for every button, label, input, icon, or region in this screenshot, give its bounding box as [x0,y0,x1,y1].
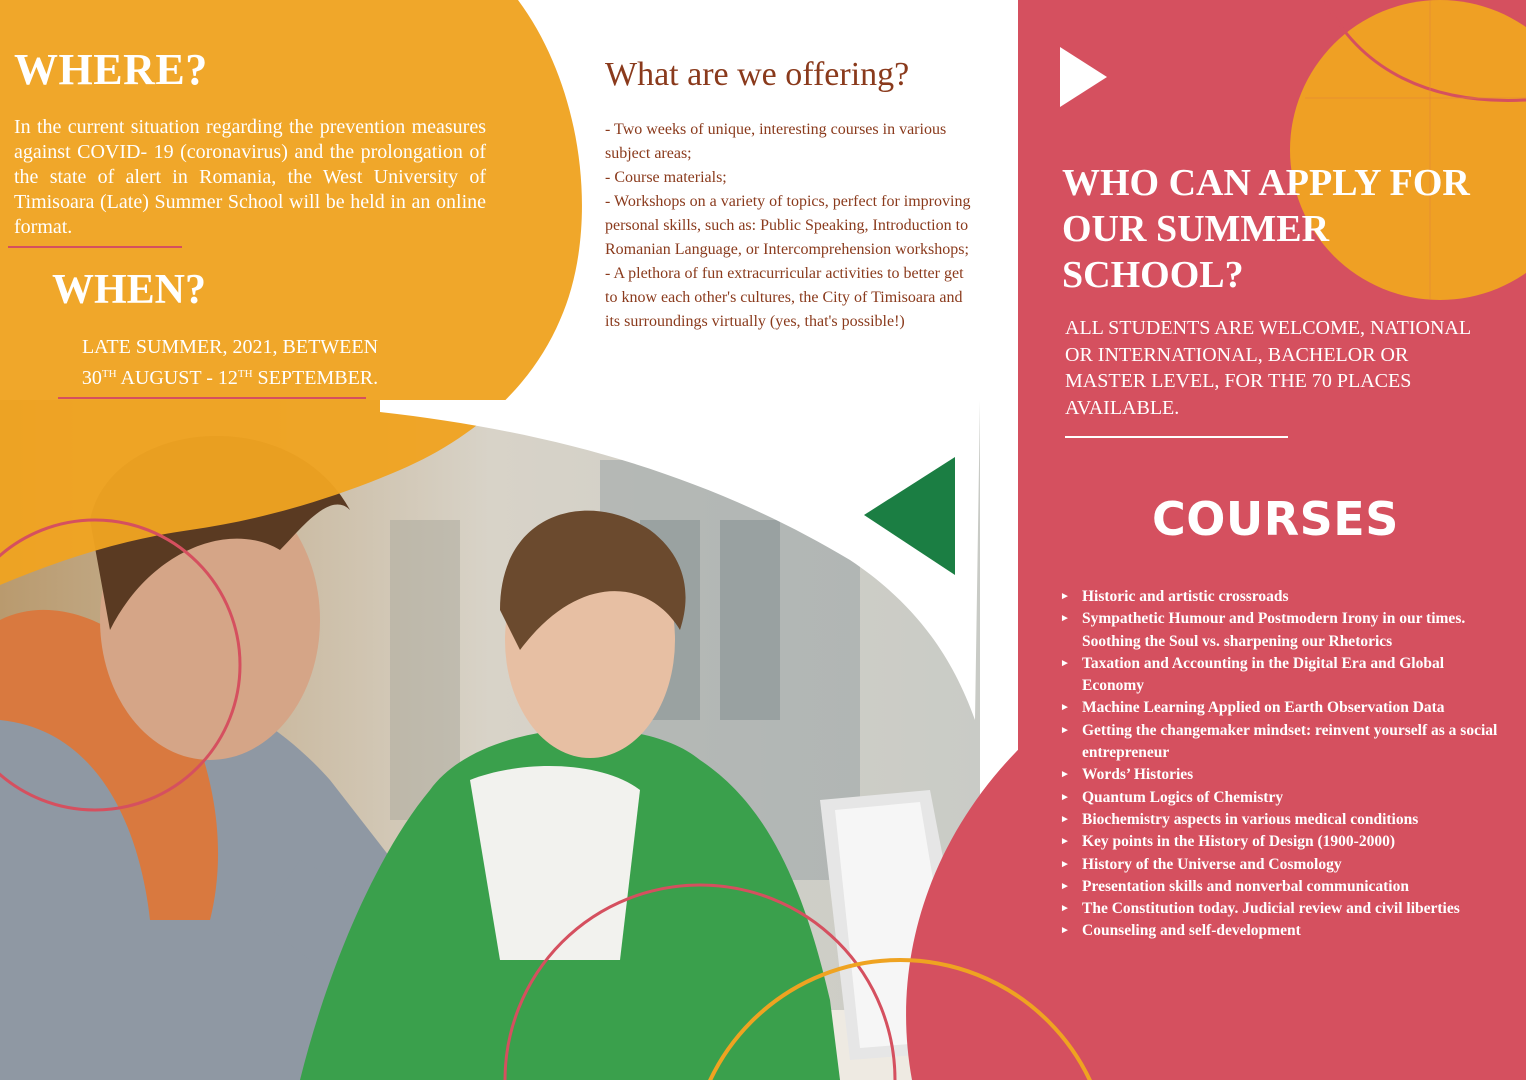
course-title: History of the Universe and Cosmology [1082,855,1342,873]
bullet-arrow-icon: ► [1060,858,1070,870]
bullet-arrow-icon: ► [1060,657,1070,669]
course-list-item [1058,831,1508,853]
offering-list [605,118,975,334]
course-title: Presentation skills and nonverbal communication [1082,877,1409,895]
bullet-arrow-icon: ► [1060,925,1070,937]
course-list-item [1058,854,1508,876]
course-list-item [1058,876,1508,898]
course-list-item [1058,787,1508,809]
course-title: Key points in the History of Design (1900-2000) [1082,833,1396,851]
when-heading: WHEN? [52,267,207,313]
course-list-item [1058,608,1508,653]
bullet-arrow-icon: ► [1060,613,1070,625]
course-title: Quantum Logics of Chemistry [1082,788,1284,806]
courses-heading: COURSES [1152,492,1399,546]
who-can-apply-body: ALL STUDENTS ARE WELCOME, NATIONAL OR INTERNATIONAL, BACHELOR OR MASTER LEVEL, FOR THE 70 PLACES AVAILABLE. [1065,317,1471,419]
when-line-2 [60,361,400,392]
course-list-item [1058,720,1508,765]
date-start-suffix: TH [101,368,117,380]
course-title: Historic and artistic crossroads [1082,588,1289,605]
offering-item: - Workshops on a variety of topics, perfect for improving personal skills, such as: Public Speaking, Introduction to Romanian Language, or Intercomprehension workshops; [605,193,971,258]
course-title: The Constitution today. Judicial review and civil liberties [1082,900,1460,918]
when-body-text [60,334,400,392]
date-start-month: AUGUST - 12 [120,367,238,389]
course-title: Getting the changemaker mindset: reinvent yourself as a social entrepreneur [1082,721,1498,762]
bullet-arrow-icon: ► [1060,903,1070,915]
offering-heading: What are we offering? [605,56,910,93]
date-end-suffix: TH [237,368,253,380]
bullet-arrow-icon: ► [1060,880,1070,892]
course-list-item [1058,920,1508,942]
course-title: Taxation and Accounting in the Digital Era and Global Economy [1082,654,1445,695]
course-list-item [1058,697,1508,719]
bullet-arrow-icon: ► [1060,791,1070,803]
bullet-arrow-icon: ► [1060,591,1070,602]
bullet-arrow-icon: ► [1060,702,1070,714]
course-list-item [1058,809,1508,831]
bullet-arrow-icon: ► [1060,724,1070,736]
course-title: Words’ Histories [1082,766,1194,784]
where-heading: WHERE? [14,45,208,94]
course-list-item [1058,653,1508,698]
offering-item: - Course materials; [605,169,727,186]
course-list [1058,586,1508,943]
white-curve [380,400,980,720]
course-list-item [1058,898,1508,920]
course-title: Counseling and self-development [1082,922,1301,940]
date-end-month: SEPTEMBER. [257,367,379,389]
course-list-item [1058,586,1508,608]
course-title: Biochemistry aspects in various medical conditions [1082,810,1419,828]
course-list-item [1058,764,1508,786]
bullet-arrow-icon: ► [1060,836,1070,848]
offering-item: - A plethora of fun extracurricular activities to better get to know each other's cultures, the City of Timisoara and its surroundings virtually (yes, that's possible!) [605,265,964,330]
date-start-number: 30 [81,367,102,389]
when-line-1: LATE SUMMER, 2021, BETWEEN [81,336,379,358]
who-can-apply-heading: WHO CAN APPLY FOR OUR SUMMER SCHOOL? [1062,162,1470,296]
bullet-arrow-icon: ► [1060,813,1070,825]
course-title: Sympathetic Humour and Postmodern Irony in our times. Soothing the Soul vs. sharpening our Rhetorics [1082,610,1466,650]
offering-item: - Two weeks of unique, interesting courses in various subject areas; [605,121,947,162]
bullet-arrow-icon: ► [1060,769,1070,781]
coral-ring-bottom [505,885,895,1080]
where-body-text: In the current situation regarding the prevention measures against COVID- 19 (coronavirus) and the prolongation of the state of alert in Romania, the West University of Timisoara (Late) Summer School will be held in an online format. [14,116,486,238]
course-title: Machine Learning Applied on Earth Observation Data [1082,699,1445,717]
